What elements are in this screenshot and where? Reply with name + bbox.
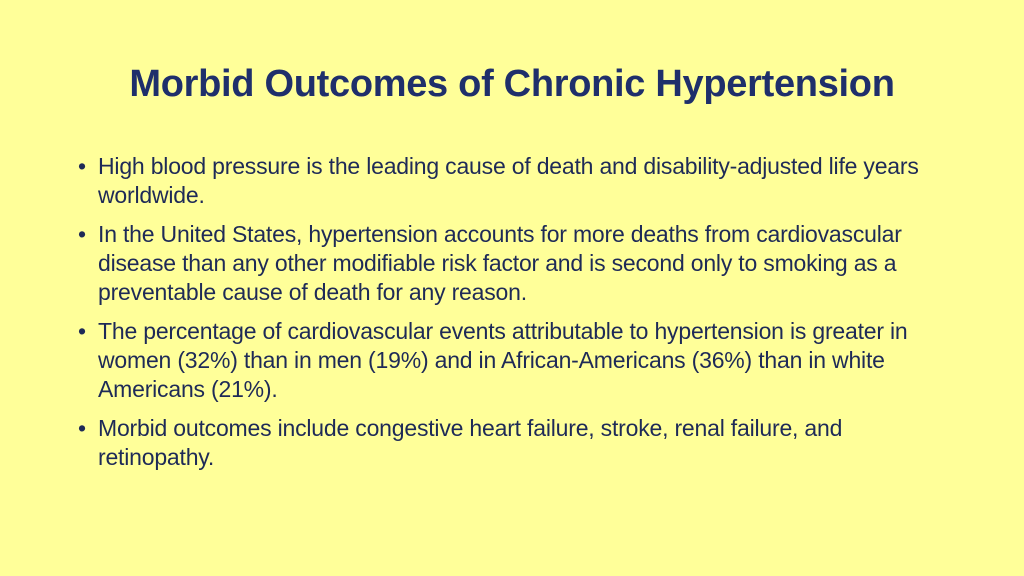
bullet-dot-icon: •	[78, 318, 86, 344]
bullet-text: The percentage of cardiovascular events attributable to hypertension is greater in women (32%) than in men (19%) and in African-Americans (36%) than in white Americans (21%).	[98, 318, 908, 402]
bullet-dot-icon: •	[78, 221, 86, 247]
bullet-text: In the United States, hypertension accounts for more deaths from cardiovascular disease than any other modifiable risk factor and is second only to smoking as a preventable cause of death for any reason.	[98, 221, 902, 305]
bullet-item	[78, 152, 958, 210]
bullet-item	[78, 220, 958, 307]
bullet-item	[78, 317, 958, 404]
bullet-dot-icon: •	[78, 415, 86, 441]
bullet-text: Morbid outcomes include congestive heart failure, stroke, renal failure, and retinopathy.	[98, 415, 843, 470]
bullet-list	[78, 152, 958, 482]
slide-title: Morbid Outcomes of Chronic Hypertension	[129, 63, 895, 105]
bullet-text: High blood pressure is the leading cause of death and disability-adjusted life years worldwide.	[98, 153, 919, 208]
bullet-item	[78, 414, 958, 472]
bullet-dot-icon: •	[78, 153, 86, 179]
